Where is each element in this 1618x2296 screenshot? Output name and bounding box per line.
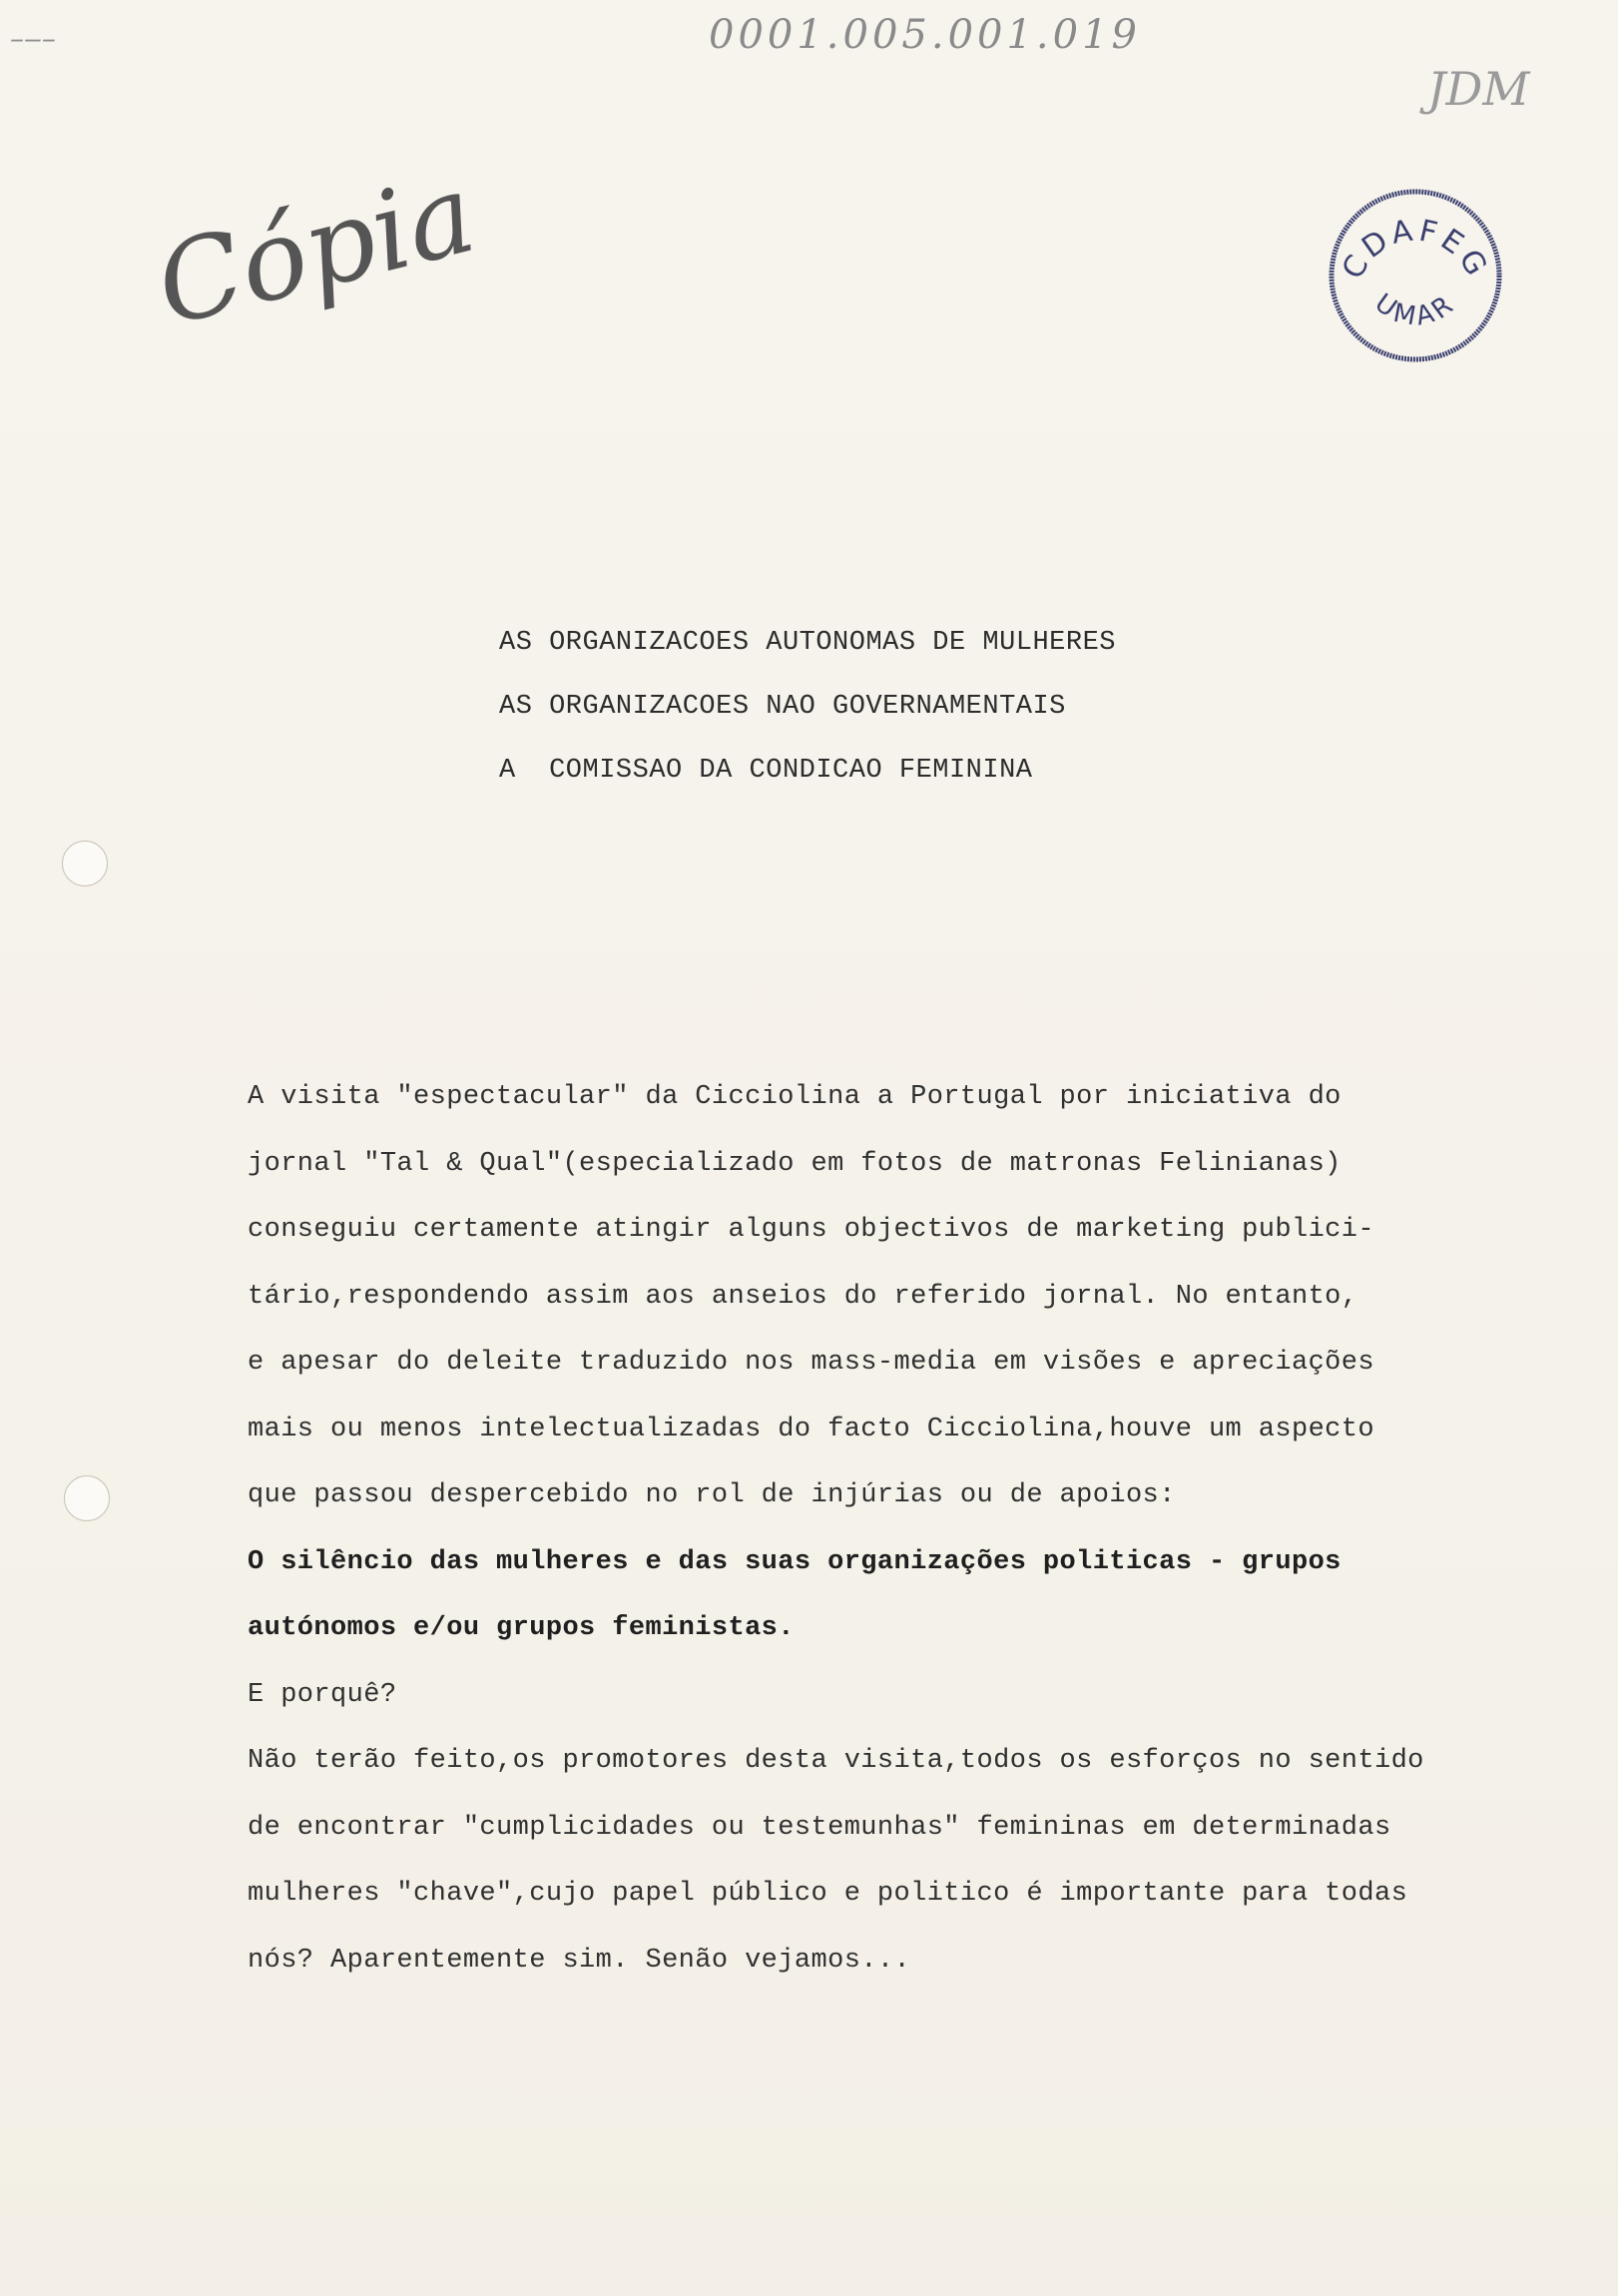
stamp-seal (1326, 186, 1505, 365)
heading-line: AS ORGANIZACOES AUTONOMAS DE MULHERES (499, 628, 1116, 658)
body-line: jornal "Tal & Qual"(especializado em fotos de matronas Felinianas) (248, 1148, 1342, 1179)
handwritten-initials: JDM (1427, 62, 1530, 116)
body-line: conseguiu certamente atingir alguns objectivos de marketing publici- (248, 1215, 1374, 1245)
body-line: de encontrar "cumplicidades ou testemunhas" femininas em determinadas (248, 1812, 1391, 1843)
svg-text:CDAFEG (1336, 213, 1495, 285)
punch-hole (62, 841, 108, 886)
heading-line: AS ORGANIZACOES NAO GOVERNAMENTAIS (499, 692, 1066, 722)
body-line: E porquê? (248, 1679, 397, 1710)
body-line-bold: autónomos e/ou grupos feministas. (248, 1613, 795, 1643)
body-line: que passou despercebido no rol de injúrias ou de apoios: (248, 1480, 1176, 1510)
body-line: e apesar do deleite traduzido nos mass-media em visões e apreciações (248, 1348, 1374, 1378)
body-line: mulheres "chave",cujo papel público e politico é importante para todas (248, 1879, 1408, 1909)
body-text (248, 1064, 1545, 1994)
body-line-bold: O silêncio das mulheres e das suas organizações politicas - grupos (248, 1546, 1342, 1577)
archive-number: 0001.005.001.019 (709, 12, 1141, 58)
heading-line: A COMISSAO DA CONDICAO FEMININA (499, 756, 1033, 786)
body-line: A visita "espectacular" da Cicciolina a Portugal por iniciativa do (248, 1082, 1342, 1112)
stamp-top-text: CDAFEG (1335, 213, 1496, 286)
body-line: Não terão feito,os promotores desta visita,todos os esforços no sentido (248, 1746, 1424, 1776)
body-line: tário,respondendo assim aos anseios do referido jornal. No entanto, (248, 1281, 1358, 1312)
handwritten-copia: Cópia (144, 149, 487, 351)
svg-text:UMAR (1369, 288, 1462, 332)
handwritten-mark: –‒– (10, 22, 56, 55)
stamp-bottom-text: UMAR (1368, 287, 1462, 333)
body-line: nós? Aparentemente sim. Senão vejamos... (248, 1945, 911, 1976)
body-line: mais ou menos intelectualizadas do facto Cicciolina,houve um aspecto (248, 1414, 1374, 1444)
punch-hole (64, 1475, 110, 1521)
document-headings (499, 611, 1116, 803)
